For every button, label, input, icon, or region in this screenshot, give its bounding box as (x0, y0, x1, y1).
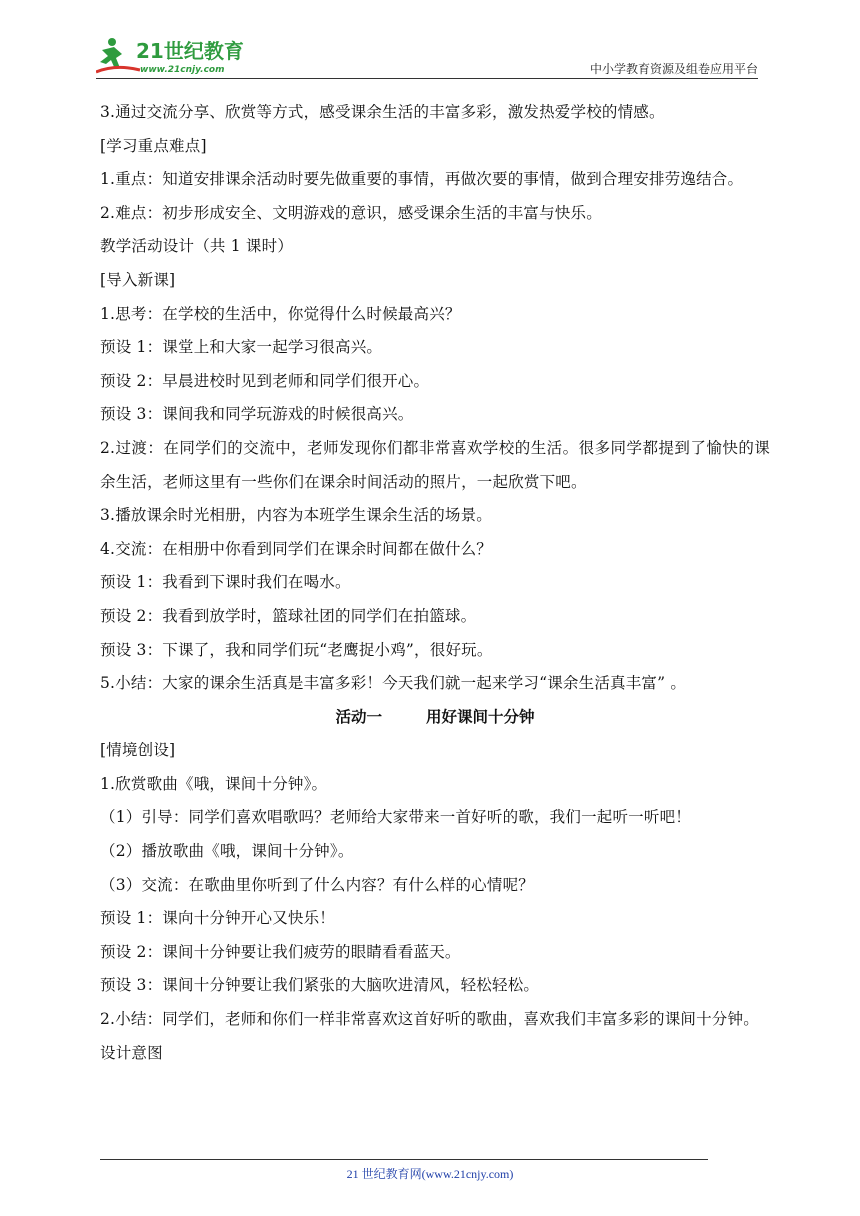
platform-name: 中小学教育资源及组卷应用平台 (589, 62, 758, 76)
paragraph: 3.通过交流分享、欣赏等方式，感受课余生活的丰富多彩，激发热爱学校的情感。 (100, 103, 665, 121)
paragraph: 1.思考：在学校的生活中，你觉得什么时候最高兴？ (100, 304, 461, 323)
21cnjy-logo (96, 34, 266, 76)
section-label: [情境创设] (100, 741, 176, 760)
page-footer: 21 世纪教育网(www.21cnjy.com) (346, 1167, 514, 1181)
activity-title: 用好课间十分钟 (426, 707, 535, 726)
section-label: [导入新课] (100, 270, 176, 289)
svg-text:21世纪教育: 21世纪教育 (136, 39, 244, 63)
paragraph: 5.小结：大家的课余生活真是丰富多彩！今天我们就一起来学习“课余生活真丰富” 。 (100, 674, 687, 693)
paragraph: 预设 3：课间我和同学玩游戏的时候很高兴。 (100, 405, 414, 424)
header-divider (96, 78, 758, 79)
document-body (100, 96, 770, 1070)
activity-number: 活动一 (335, 707, 382, 726)
paragraph: 预设 3：下课了，我和同学们玩“老鹰捉小鸡”，很好玩。 (100, 640, 493, 659)
paragraph: 预设 3：课间十分钟要让我们紧张的大脑吹进清风，轻松轻松。 (100, 976, 540, 995)
svg-text:www.21cnjy.com: www.21cnjy.com (140, 65, 225, 75)
paragraph: 2.过渡：在同学们的交流中，老师发现你们都非常喜欢学校的生活。很多同学都提到了愉快的课余生活，老师这里有一些你们在课余时间活动的照片，一起欣赏下吧。 (100, 438, 770, 491)
paragraph: 预设 1：我看到下课时我们在喝水。 (100, 573, 351, 592)
paragraph: 预设 2：我看到放学时，篮球社团的同学们在拍篮球。 (100, 606, 477, 625)
footer-divider (100, 1159, 708, 1160)
paragraph: 2.难点：初步形成安全、文明游戏的意识，感受课余生活的丰富与快乐。 (100, 203, 602, 222)
activity-heading (100, 701, 770, 735)
paragraph: 预设 2：课间十分钟要让我们疲劳的眼睛看看蓝天。 (100, 942, 461, 961)
paragraph: （3）交流：在歌曲里你听到了什么内容？有什么样的心情呢？ (100, 875, 534, 894)
paragraph: 预设 2：早晨进校时见到老师和同学们很开心。 (100, 371, 430, 390)
paragraph: 预设 1：课向十分钟开心又快乐！ (100, 909, 335, 928)
paragraph: 1.欣赏歌曲《哦，课间十分钟》。 (100, 774, 328, 793)
paragraph: 设计意图 (100, 1043, 163, 1062)
paragraph: 预设 1：课堂上和大家一起学习很高兴。 (100, 338, 383, 357)
page-header (96, 30, 758, 80)
paragraph: 教学活动设计（共 1 课时） (100, 237, 294, 256)
paragraph: （1）引导：同学们喜欢唱歌吗？老师给大家带来一首好听的歌，我们一起听一听吧！ (100, 808, 691, 827)
running-figure-icon (96, 38, 140, 72)
paragraph: 4.交流：在相册中你看到同学们在课余时间都在做什么？ (100, 539, 492, 558)
paragraph: 2.小结：同学们，老师和你们一样非常喜欢这首好听的歌曲，喜欢我们丰富多彩的课间十分钟。 (100, 1010, 759, 1029)
paragraph: 1.重点：知道安排课余活动时要先做重要的事情，再做次要的事情，做到合理安排劳逸结合。 (100, 170, 744, 189)
paragraph: （2）播放歌曲《哦，课间十分钟》。 (100, 842, 354, 861)
paragraph: 3.播放课余时光相册，内容为本班学生课余生活的场景。 (100, 506, 492, 525)
section-label: [学习重点难点] (100, 136, 207, 155)
